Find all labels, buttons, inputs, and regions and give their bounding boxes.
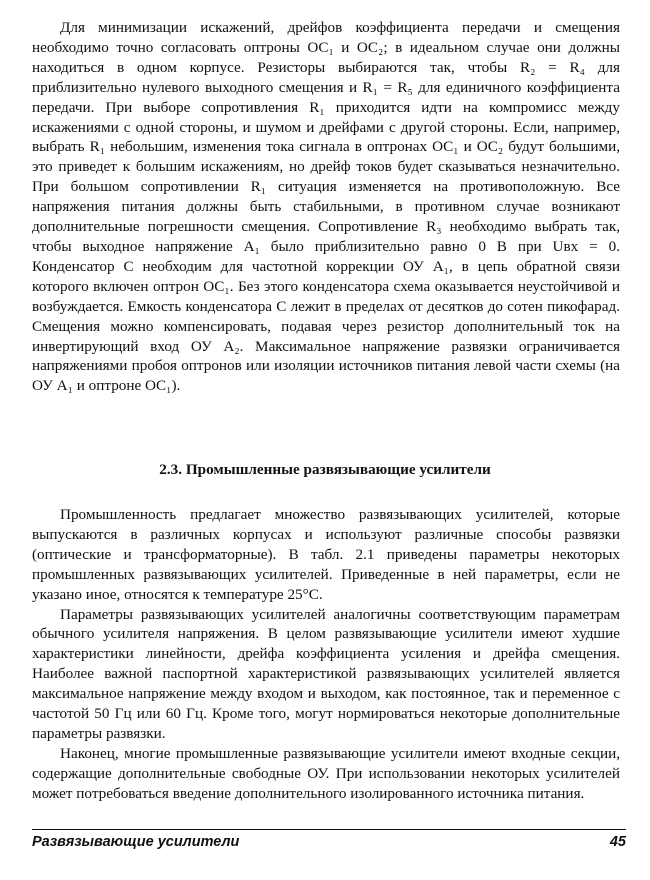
paragraph: Параметры развязывающих усилителей аналогичны соответствующим параметрам обычного усилителя напряжения. В целом развязывающие усилители имеют худшие характеристики линейности, дрейфа коэффициента усиления и дрейфа смещения. Наиболее важной паспортной характеристикой развязывающих усилителей является максимальное напряжение между входом и выходом, как постоянное, так и переменное с частотой 50 Гц или 60 Гц. Кроме того, могут нормироваться некоторые дополнительные параметры развязки. xyxy=(32,605,620,742)
page-number: 45 xyxy=(609,834,626,850)
footer-rule xyxy=(32,829,626,830)
section-heading: 2.3. Промышленные развязывающие усилители xyxy=(159,461,491,478)
paragraph: Промышленность предлагает множество развязывающих усилителей, которые выпускаются в различных корпусах и используют различные способы развязки (оптические и трансформаторные). В табл. 2.1 приведены параметры некоторых промышленных развязывающих усилителей. Приведенные в ней параметры, если не указано иное, относятся к температуре 25°С. xyxy=(32,506,620,603)
section-text-block xyxy=(32,505,620,804)
continued-text-block xyxy=(32,18,620,396)
paragraph: Наконец, многие промышленные развязывающие усилители имеют входные секции, содержащие дополнительные свободные ОУ. При использовании некоторых усилителей может потребоваться введение дополнительного изолированного источника питания. xyxy=(32,744,620,802)
paragraph: Для минимизации искажений, дрейфов коэффициента передачи и смещения необходимо точно согласовать оптроны OC₁ и OC₂; в идеальном случае они должны находиться в одном корпусе. Резисторы выбираются так, чтобы R₂ = R₄ для приблизительно нулевого выходного смещения и R₁ = R₅ для единичного коэффициента передачи. При выборе сопротивления R₁ приходится идти на компромисс между искажениями с одной стороны, и шумом и дрейфами с другой стороны. Если, например, выбрать R₁ небольшим, изменения тока сигнала в оптронах OC₁ и OC₂ будут большими, это приведет к большим искажениям, но дрейф токов будет сказываться незначительно. При большом сопротивлении R₁ ситуация изменяется на противоположную. Все напряжения питания должны быть стабильными, в противном случае возникают дополнительные погрешности смещения. Сопротивление R₃ необходимо выбрать так, чтобы выходное напряжение A₁ было приблизительно равно 0 В при Uвх = 0. Конденсатор C необходим для частотной коррекции ОУ A₁, в цепь обратной связи которого включен оптрон OC₁. Без этого конденсатора схема оказывается неустойчивой и возбуждается. Емкость конденсатора C лежит в пределах от десятков до сотен пикофарад. Смещения можно компенсировать, подавая через резистор дополнительный ток на инвертирующий вход ОУ A₂. Максимальное напряжение развязки ограничивается напряжениями пробоя оптронов или изоляции источников питания левой части схемы (на ОУ A₁ и оптроне OC₁). xyxy=(32,19,620,395)
running-title: Развязывающие усилители xyxy=(32,834,240,850)
